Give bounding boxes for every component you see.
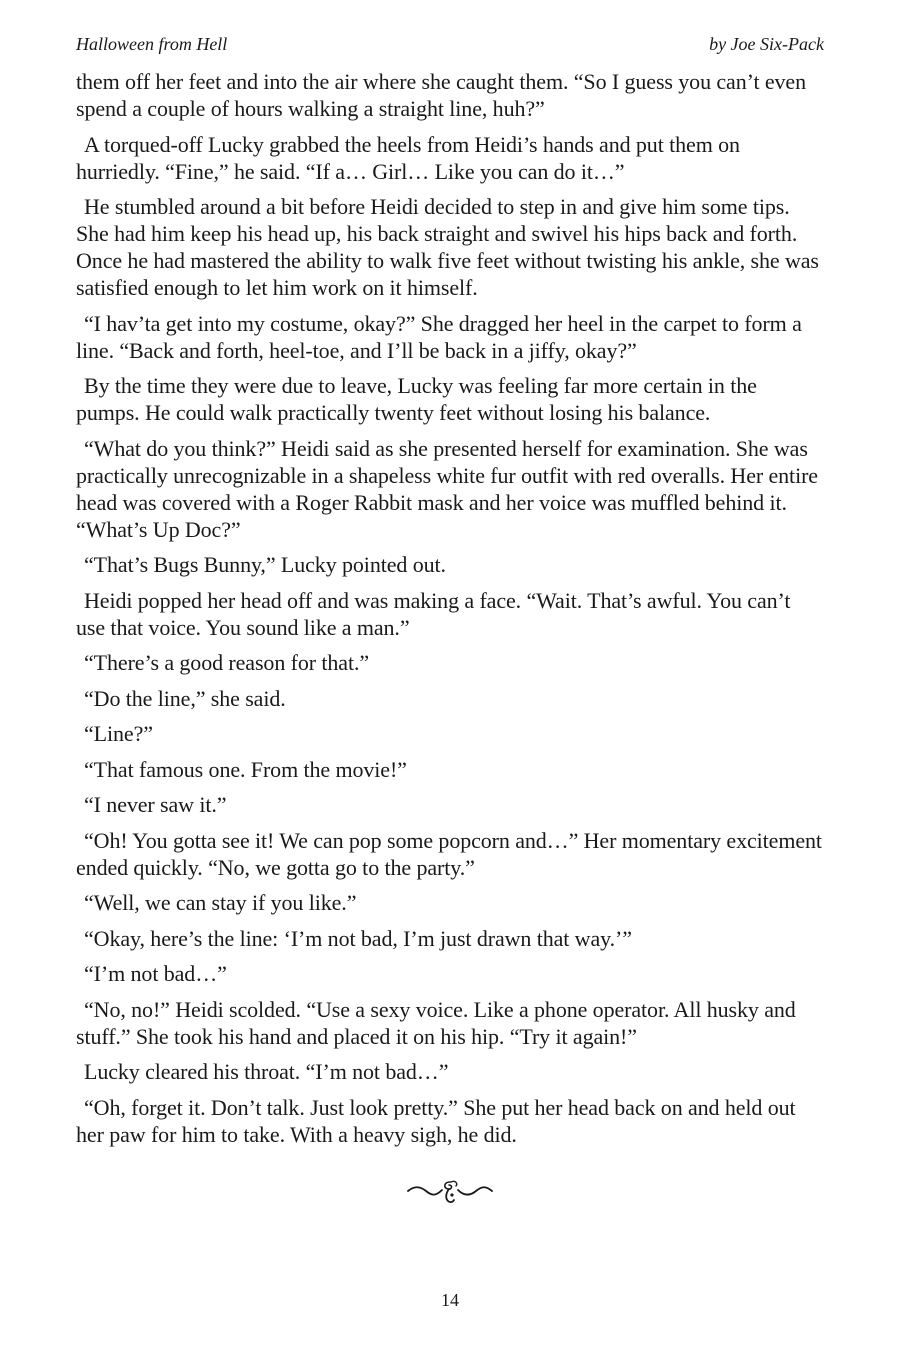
- paragraph: them off her feet and into the air where she caught them. “So I guess you can’t even spend a couple of hours walking a straight line, huh?”: [76, 69, 806, 121]
- paragraph: “Line?”: [84, 721, 153, 746]
- running-header: [76, 34, 824, 58]
- paragraph: “Oh, forget it. Don’t talk. Just look pretty.” She put her head back on and held out her paw for him to take. With a heavy sigh, he did.: [76, 1094, 796, 1147]
- paragraph: “Oh! You gotta see it! We can pop some popcorn and…” Her momentary excitement ended quickly. “No, we gotta go to the party.”: [76, 827, 822, 880]
- paragraph: “I hav’ta get into my costume, okay?” She dragged her heel in the carpet to form a line. “Back and forth, heel-toe, and I’ll be back in a jiffy, okay?”: [76, 310, 802, 363]
- paragraph: “That’s Bugs Bunny,” Lucky pointed out.: [84, 552, 446, 577]
- paragraph: He stumbled around a bit before Heidi decided to step in and give him some tips. She had him keep his head up, his back straight and swivel his hips back and forth. Once he had mastered the ability to walk five feet without twisting his ankle, she was satisfied enough to let him work on it himself.: [76, 194, 819, 300]
- paragraph: “Well, we can stay if you like.”: [84, 890, 357, 915]
- paragraph: “I’m not bad…”: [84, 961, 227, 986]
- paragraph: Lucky cleared his throat. “I’m not bad…”: [84, 1059, 449, 1084]
- header-author: by Joe Six-Pack: [709, 34, 824, 54]
- paragraph: Heidi popped her head off and was making a face. “Wait. That’s awful. You can’t use that voice. You sound like a man.”: [76, 587, 791, 640]
- page-number: 14: [441, 1290, 459, 1310]
- paragraph: “Okay, here’s the line: ‘I’m not bad, I’m just drawn that way.’”: [84, 925, 632, 951]
- paragraph: “There’s a good reason for that.”: [84, 650, 370, 675]
- paragraph: By the time they were due to leave, Lucky was feeling far more certain in the pumps. He could walk practically twenty feet without losing his balance.: [76, 373, 757, 425]
- body-text: [76, 68, 824, 1156]
- paragraph: A torqued-off Lucky grabbed the heels from Heidi’s hands and put them on hurriedly. “Fine,” he said. “If a… Girl… Like you can do it…”: [76, 131, 740, 184]
- fleuron-section-break-icon: [400, 1174, 500, 1210]
- header-book-title: Halloween from Hell: [76, 34, 228, 54]
- paragraph: “I never saw it.”: [84, 792, 227, 817]
- paragraph: “No, no!” Heidi scolded. “Use a sexy voice. Like a phone operator. All husky and stuff.” She took his hand and placed it on his hip. “Try it again!”: [76, 996, 796, 1049]
- paragraph: “What do you think?” Heidi said as she presented herself for examination. She was practically unrecognizable in a shapeless white fur outfit with red overalls. Her entire head was covered with a Roger Rabbit mask and her voice was muffled behind it. “What’s Up Doc?”: [76, 435, 818, 542]
- paragraph: “That famous one. From the movie!”: [84, 756, 407, 782]
- paragraph: “Do the line,” she said.: [84, 685, 286, 711]
